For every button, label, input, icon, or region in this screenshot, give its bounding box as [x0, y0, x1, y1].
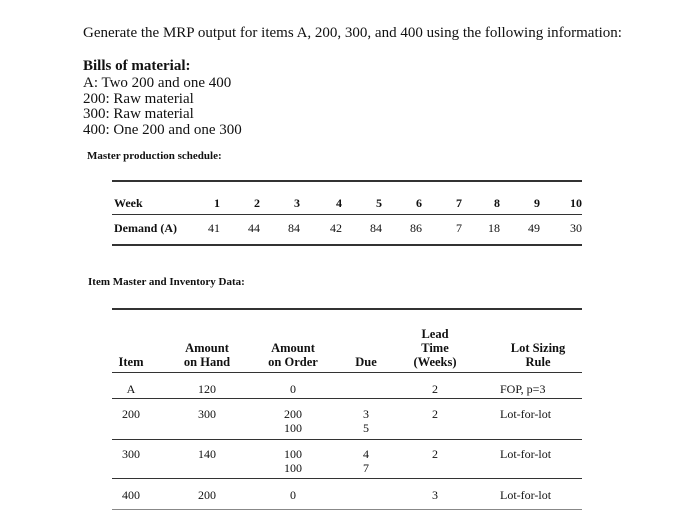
row-rule	[112, 398, 582, 399]
header-due: Due	[355, 355, 377, 369]
cell-on-hand: 140	[198, 447, 216, 461]
mps-week-number: 7	[456, 196, 462, 210]
cell-due-line: 5	[363, 421, 369, 435]
mps-week-number: 10	[570, 196, 582, 210]
cell-on-order: 0	[290, 382, 296, 396]
cell-item: 400	[122, 488, 140, 502]
header-lot-line: Lot Sizing	[510, 341, 566, 355]
mps-demand-value: 84	[288, 221, 300, 235]
bom-line: 400: One 200 and one 300	[83, 122, 242, 138]
header-lot-sizing	[496, 341, 580, 369]
cell-on-order: 0	[290, 488, 296, 502]
header-on-order-line: on Order	[268, 355, 318, 369]
mps-top-rule	[112, 180, 582, 182]
mps-demand-value: 44	[248, 221, 260, 235]
question-text: Generate the MRP output for items A, 200, 300, and 400 using the following information:	[83, 25, 622, 41]
mps-week-number: 4	[336, 196, 342, 210]
cell-due	[346, 407, 386, 435]
cell-on-order	[258, 447, 328, 475]
cell-lot: Lot-for-lot	[500, 407, 552, 421]
cell-due	[346, 447, 386, 475]
cell-on-order	[258, 407, 328, 435]
cell-lead: 3	[432, 488, 438, 502]
inventory-heading: Item Master and Inventory Data:	[88, 276, 245, 288]
mps-week-number: 8	[494, 196, 500, 210]
inventory-header-rule	[112, 372, 582, 373]
mps-heading: Master production schedule:	[87, 150, 222, 162]
cell-item: A	[126, 382, 136, 396]
header-on-order	[258, 341, 328, 369]
header-lead-line: Lead	[421, 327, 449, 341]
header-lot-line: Rule	[525, 355, 551, 369]
mps-mid-rule	[112, 214, 582, 215]
cell-item: 300	[122, 447, 140, 461]
cell-on-hand: 200	[198, 488, 216, 502]
mps-demand-value: 49	[528, 221, 540, 235]
cell-lot: FOP, p=3	[500, 382, 546, 396]
row-rule	[112, 439, 582, 440]
header-item: Item	[118, 355, 144, 369]
header-lead-line: Time	[421, 341, 449, 355]
cell-on-order-line: 200	[284, 407, 302, 421]
mps-demand-value: 86	[410, 221, 422, 235]
cell-due-line: 7	[363, 461, 369, 475]
header-on-hand-line: Amount	[185, 341, 229, 355]
mps-week-number: 6	[416, 196, 422, 210]
mps-week-number: 2	[254, 196, 260, 210]
row-rule	[112, 478, 582, 479]
mps-demand-label: Demand (A)	[114, 221, 177, 235]
mps-week-number: 3	[294, 196, 300, 210]
cell-on-hand: 120	[198, 382, 216, 396]
header-on-order-line: Amount	[271, 341, 315, 355]
mps-demand-value: 41	[208, 221, 220, 235]
bom-line: 200: Raw material	[83, 91, 194, 107]
table-bottom-rule	[112, 509, 582, 510]
mps-bottom-rule	[112, 244, 582, 246]
cell-due-line: 4	[363, 447, 369, 461]
mps-demand-value: 84	[370, 221, 382, 235]
mps-week-number: 5	[376, 196, 382, 210]
mps-week-number: 1	[214, 196, 220, 210]
header-lead-time	[402, 327, 468, 369]
mps-demand-value: 42	[330, 221, 342, 235]
bom-heading: Bills of material:	[83, 58, 191, 74]
bom-line: 300: Raw material	[83, 106, 194, 122]
mps-demand-value: 30	[570, 221, 582, 235]
cell-on-hand: 300	[198, 407, 216, 421]
cell-on-order-line: 100	[284, 447, 302, 461]
cell-on-order-line: 100	[284, 461, 302, 475]
header-on-hand	[172, 341, 242, 369]
cell-lead: 2	[432, 407, 438, 421]
cell-due-line: 3	[363, 407, 369, 421]
cell-lead: 2	[432, 382, 438, 396]
cell-on-order-line: 100	[284, 421, 302, 435]
cell-lead: 2	[432, 447, 438, 461]
header-lead-line: (Weeks)	[413, 355, 457, 369]
mps-week-number: 9	[534, 196, 540, 210]
cell-item: 200	[122, 407, 140, 421]
bom-line: A: Two 200 and one 400	[83, 75, 232, 91]
inventory-top-rule	[112, 308, 582, 310]
cell-lot: Lot-for-lot	[500, 447, 552, 461]
cell-lot: Lot-for-lot	[500, 488, 552, 502]
mps-demand-value: 18	[488, 221, 500, 235]
header-on-hand-line: on Hand	[183, 355, 231, 369]
mps-week-label: Week	[114, 196, 143, 210]
mps-demand-value: 7	[456, 221, 462, 235]
